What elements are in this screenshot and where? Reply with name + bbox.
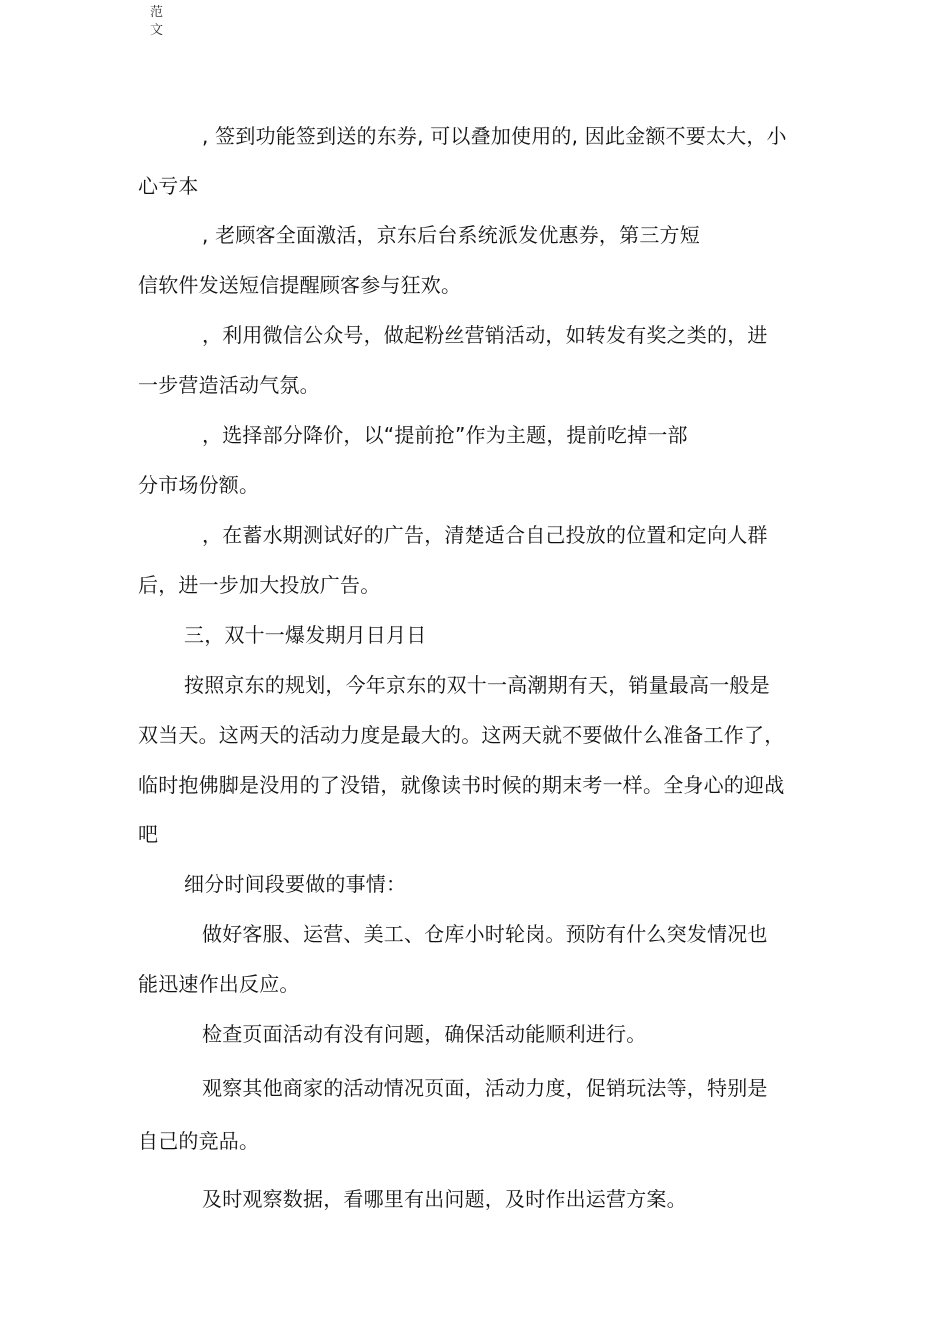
- paragraph-line: 双当天。这两天的活动力度是最大的。这两天就不要做什么准备工作了，: [138, 723, 785, 747]
- paragraph-line: 后，进一步加大投放广告。: [138, 573, 381, 597]
- paragraph-line: 心亏本: [138, 174, 199, 198]
- paragraph-line: 按照京东的规划，今年京东的双十一高潮期有天，销量最高一般是: [184, 673, 770, 697]
- paragraph-line: 做好客服、运营、美工、仓库小时轮岗。预防有什么突发情况也: [202, 922, 768, 946]
- section-heading: 三，双十一爆发期月日月日: [184, 623, 427, 647]
- paragraph-line: 细分时间段要做的事情：: [184, 872, 407, 896]
- paragraph-line: ，在蓄水期测试好的广告，清楚适合自己投放的位置和定向人群: [202, 523, 768, 547]
- paragraph-line: 及时观察数据，看哪里有出问题，及时作出运营方案。: [202, 1187, 687, 1211]
- paragraph-line: , 签到功能签到送的东券, 可以叠加使用的, 因此金额不要太大，小: [202, 124, 787, 148]
- paragraph-line: ，选择部分降价，以“提前抢”作为主题，提前吃掉一部: [202, 423, 688, 447]
- paragraph-line: 检查页面活动有没有问题，确保活动能顺利进行。: [202, 1022, 647, 1046]
- paragraph-line: 自己的竞品。: [138, 1129, 260, 1153]
- paragraph-line: 能迅速作出反应。: [138, 972, 300, 996]
- paragraph-line: 分市场份额。: [138, 473, 260, 497]
- paragraph-line: 临时抱佛脚是没用的了没错，就像读书时候的期末考一样。全身心的迎战: [138, 773, 785, 797]
- paragraph-line: 一步营造活动气氛。: [138, 373, 320, 397]
- paragraph-line: 观察其他商家的活动情况页面，活动力度，促销玩法等，特别是: [202, 1076, 768, 1100]
- paragraph-line: 信软件发送短信提醒顾客参与狂欢。: [138, 273, 462, 297]
- paragraph-line: ，利用微信公众号，做起粉丝营销活动，如转发有奖之类的，进: [202, 323, 768, 347]
- header-watermark: 范文: [150, 5, 164, 38]
- paragraph-line: , 老顾客全面激活，京东后台系统派发优惠券，第三方短: [202, 223, 700, 247]
- paragraph-line: 吧: [138, 822, 159, 846]
